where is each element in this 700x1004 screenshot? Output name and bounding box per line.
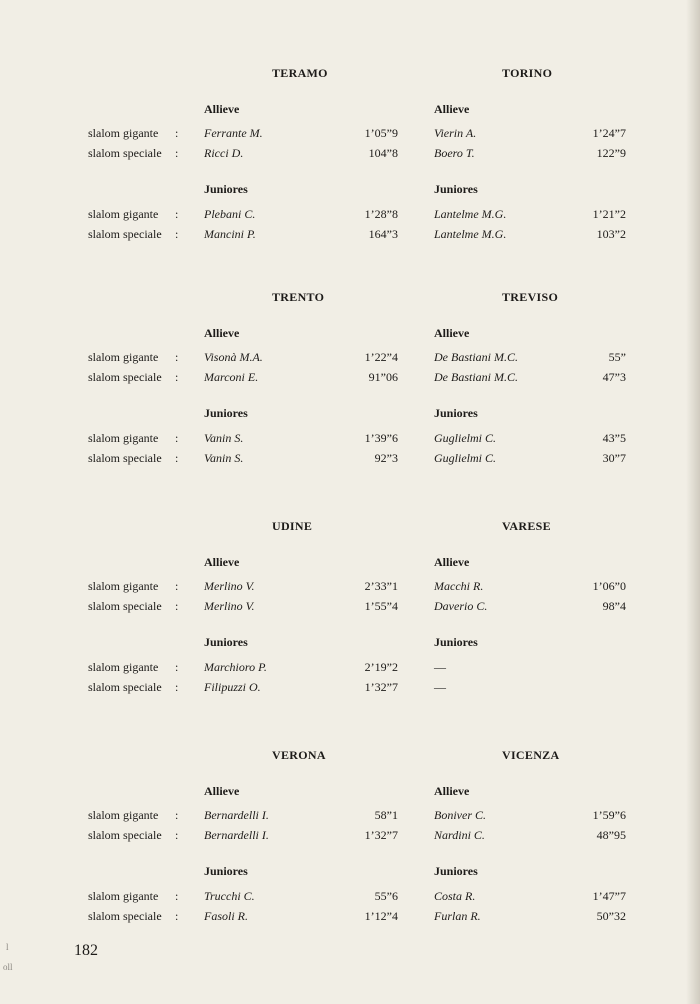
athlete-name: Lantelme M.G. bbox=[434, 207, 507, 221]
event-label-colon: : bbox=[175, 126, 179, 140]
event-label-colon: : bbox=[175, 227, 179, 241]
event-label-text: slalom gigante bbox=[88, 579, 159, 593]
result-time: 55” bbox=[608, 350, 626, 364]
result-time: 1’28”8 bbox=[364, 207, 398, 221]
juniores-heading: Juniores bbox=[434, 406, 478, 420]
result-time: 1’55”4 bbox=[364, 599, 398, 613]
event-label-text: slalom gigante bbox=[88, 350, 159, 364]
result-time: 1’47”7 bbox=[592, 889, 626, 903]
event-label-colon: : bbox=[175, 680, 179, 694]
athlete-name: Trucchi C. bbox=[204, 889, 255, 903]
city-title: UDINE bbox=[272, 519, 313, 533]
event-label bbox=[88, 227, 188, 242]
event-label bbox=[88, 207, 188, 222]
athlete-name: Merlino V. bbox=[204, 579, 255, 593]
event-label-text: slalom gigante bbox=[88, 207, 159, 221]
event-label bbox=[88, 680, 188, 695]
result-time: 48”95 bbox=[596, 828, 626, 842]
allieve-heading: Allieve bbox=[204, 102, 240, 116]
athlete-name: Boero T. bbox=[434, 146, 475, 160]
juniores-heading: Juniores bbox=[434, 635, 478, 649]
event-label bbox=[88, 828, 188, 843]
athlete-name: De Bastiani M.C. bbox=[434, 350, 518, 364]
event-label-colon: : bbox=[175, 828, 179, 842]
athlete-name: Marchioro P. bbox=[204, 660, 267, 674]
event-label bbox=[88, 909, 188, 924]
juniores-heading: Juniores bbox=[204, 864, 248, 878]
athlete-name: Ferrante M. bbox=[204, 126, 263, 140]
result-time: 98”4 bbox=[602, 599, 626, 613]
juniores-heading: Juniores bbox=[204, 182, 248, 196]
event-label bbox=[88, 808, 188, 823]
event-label bbox=[88, 579, 188, 594]
result-time: 104”8 bbox=[368, 146, 398, 160]
result-time: 2’33”1 bbox=[364, 579, 398, 593]
result-time: 2’19”2 bbox=[364, 660, 398, 674]
athlete-name: Lantelme M.G. bbox=[434, 227, 507, 241]
city-title: VARESE bbox=[502, 519, 551, 533]
event-label-text: slalom speciale bbox=[88, 370, 162, 384]
event-label-colon: : bbox=[175, 431, 179, 445]
result-time: 92”3 bbox=[374, 451, 398, 465]
event-label bbox=[88, 126, 188, 141]
result-time: 58”1 bbox=[374, 808, 398, 822]
event-label bbox=[88, 350, 188, 365]
event-label bbox=[88, 146, 188, 161]
juniores-heading: Juniores bbox=[434, 182, 478, 196]
city-title: TRENTO bbox=[272, 290, 325, 304]
margin-note: oll bbox=[3, 962, 13, 972]
city-block bbox=[0, 519, 700, 719]
event-label-text: slalom speciale bbox=[88, 828, 162, 842]
event-label-text: slalom gigante bbox=[88, 431, 159, 445]
event-label-colon: : bbox=[175, 660, 179, 674]
juniores-heading: Juniores bbox=[204, 406, 248, 420]
event-label-text: slalom speciale bbox=[88, 146, 162, 160]
event-label-text: slalom gigante bbox=[88, 889, 159, 903]
result-time: 1’32”7 bbox=[364, 680, 398, 694]
city-block bbox=[0, 66, 700, 266]
athlete-name: Vanin S. bbox=[204, 431, 244, 445]
athlete-name: Bernardelli I. bbox=[204, 808, 269, 822]
juniores-heading: Juniores bbox=[434, 864, 478, 878]
result-time: 1’06”0 bbox=[592, 579, 626, 593]
city-block bbox=[0, 748, 700, 948]
event-label-colon: : bbox=[175, 207, 179, 221]
event-label-colon: : bbox=[175, 451, 179, 465]
event-label-colon: : bbox=[175, 579, 179, 593]
athlete-name: Macchi R. bbox=[434, 579, 484, 593]
athlete-name: Furlan R. bbox=[434, 909, 481, 923]
result-time: 103”2 bbox=[596, 227, 626, 241]
athlete-name: –– bbox=[434, 680, 446, 694]
athlete-name: Nardini C. bbox=[434, 828, 485, 842]
city-title: TERAMO bbox=[272, 66, 328, 80]
allieve-heading: Allieve bbox=[434, 784, 470, 798]
city-title: VICENZA bbox=[502, 748, 560, 762]
event-label bbox=[88, 889, 188, 904]
athlete-name: Filipuzzi O. bbox=[204, 680, 261, 694]
result-time: 1’59”6 bbox=[592, 808, 626, 822]
event-label bbox=[88, 370, 188, 385]
result-time: 50”32 bbox=[596, 909, 626, 923]
event-label-colon: : bbox=[175, 599, 179, 613]
event-label bbox=[88, 451, 188, 466]
allieve-heading: Allieve bbox=[434, 102, 470, 116]
athlete-name: De Bastiani M.C. bbox=[434, 370, 518, 384]
event-label-colon: : bbox=[175, 146, 179, 160]
athlete-name: Daverio C. bbox=[434, 599, 488, 613]
city-title: TREVISO bbox=[502, 290, 559, 304]
event-label-colon: : bbox=[175, 808, 179, 822]
margin-note: l bbox=[6, 942, 9, 952]
result-time: 1’24”7 bbox=[592, 126, 626, 140]
allieve-heading: Allieve bbox=[204, 555, 240, 569]
event-label-colon: : bbox=[175, 889, 179, 903]
athlete-name: Merlino V. bbox=[204, 599, 255, 613]
result-time: 1’32”7 bbox=[364, 828, 398, 842]
athlete-name: Guglielmi C. bbox=[434, 451, 496, 465]
athlete-name: –– bbox=[434, 660, 446, 674]
athlete-name: Visonà M.A. bbox=[204, 350, 263, 364]
event-label-colon: : bbox=[175, 350, 179, 364]
result-time: 1’22”4 bbox=[364, 350, 398, 364]
event-label-text: slalom speciale bbox=[88, 680, 162, 694]
athlete-name: Marconi E. bbox=[204, 370, 259, 384]
result-time: 122”9 bbox=[596, 146, 626, 160]
juniores-heading: Juniores bbox=[204, 635, 248, 649]
event-label-text: slalom speciale bbox=[88, 909, 162, 923]
result-time: 1’12”4 bbox=[364, 909, 398, 923]
event-label-text: slalom gigante bbox=[88, 126, 159, 140]
event-label bbox=[88, 431, 188, 446]
athlete-name: Ricci D. bbox=[204, 146, 244, 160]
athlete-name: Vanin S. bbox=[204, 451, 244, 465]
result-time: 47”3 bbox=[602, 370, 626, 384]
result-time: 1’05”9 bbox=[364, 126, 398, 140]
allieve-heading: Allieve bbox=[204, 326, 240, 340]
result-time: 55”6 bbox=[374, 889, 398, 903]
city-title: TORINO bbox=[502, 66, 553, 80]
athlete-name: Guglielmi C. bbox=[434, 431, 496, 445]
event-label-text: slalom speciale bbox=[88, 599, 162, 613]
athlete-name: Bernardelli I. bbox=[204, 828, 269, 842]
athlete-name: Mancini P. bbox=[204, 227, 256, 241]
result-time: 164”3 bbox=[368, 227, 398, 241]
athlete-name: Boniver C. bbox=[434, 808, 486, 822]
result-time: 43”5 bbox=[602, 431, 626, 445]
city-block bbox=[0, 290, 700, 490]
athlete-name: Vierin A. bbox=[434, 126, 477, 140]
allieve-heading: Allieve bbox=[204, 784, 240, 798]
event-label bbox=[88, 660, 188, 675]
event-label-text: slalom gigante bbox=[88, 808, 159, 822]
event-label-colon: : bbox=[175, 370, 179, 384]
event-label bbox=[88, 599, 188, 614]
athlete-name: Plebani C. bbox=[204, 207, 256, 221]
result-time: 1’21”2 bbox=[592, 207, 626, 221]
event-label-text: slalom gigante bbox=[88, 660, 159, 674]
result-time: 1’39”6 bbox=[364, 431, 398, 445]
page-number: 182 bbox=[74, 942, 98, 959]
city-title: VERONA bbox=[272, 748, 326, 762]
event-label-text: slalom speciale bbox=[88, 227, 162, 241]
allieve-heading: Allieve bbox=[434, 555, 470, 569]
event-label-colon: : bbox=[175, 909, 179, 923]
event-label-text: slalom speciale bbox=[88, 451, 162, 465]
allieve-heading: Allieve bbox=[434, 326, 470, 340]
athlete-name: Costa R. bbox=[434, 889, 476, 903]
athlete-name: Fasoli R. bbox=[204, 909, 248, 923]
result-time: 91”06 bbox=[368, 370, 398, 384]
result-time: 30”7 bbox=[602, 451, 626, 465]
